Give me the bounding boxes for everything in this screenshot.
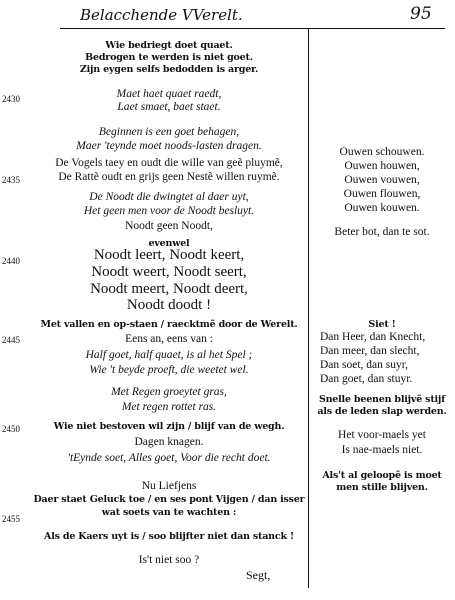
text-line: Met Regen groeytet gras, <box>111 386 227 398</box>
text-line: Noodt geen Noodt, <box>125 220 213 232</box>
text-line: Bedrogen te werden is niet goet. <box>85 52 253 63</box>
text-line: Dagen knagen. <box>134 436 204 448</box>
line-number: 2435 <box>2 175 20 185</box>
running-title: Belacchende VVerelt. <box>80 6 243 24</box>
margin-line: Dan Heer, dan Knecht, <box>320 331 426 343</box>
text-line: Is't niet soo ? <box>138 554 200 566</box>
text-line: Wie niet bestoven wil zijn / blijf van de wegh. <box>53 421 285 432</box>
line-number: 2450 <box>2 424 20 434</box>
margin-line: Dan meer, dan slecht, <box>320 345 420 357</box>
text-line: Beginnen is een goet behagen, <box>98 126 240 138</box>
margin-line: als de leden slap werden. <box>317 406 447 417</box>
text-line: evenwel <box>148 238 190 249</box>
header-rule <box>60 28 445 29</box>
text-line: Daer staet Geluck toe / en ses pont Vijgen / dan isser <box>33 494 305 505</box>
text-line: Met vallen en op-staen / raecktmẽ door de Werelt. <box>40 319 298 330</box>
text-line: Als de Kaers uyt is / soo blijfter niet dan stanck ! <box>44 531 294 542</box>
margin-line: Dan goet, dan stuyr. <box>320 373 413 385</box>
margin-line: Ouwen vouwen, <box>344 174 420 186</box>
text-line: De Rattẽ oudt en grijs geen Nestẽ willen ruymẽ. <box>58 171 280 183</box>
text-line: Maer 'teynde moet noods-lasten dragen. <box>76 140 262 152</box>
text-line: De Vogels taey en oudt die wille van geẽ pluymẽ, <box>55 157 283 169</box>
margin-line: Beter bot, dan te sot. <box>334 226 430 238</box>
catchword: Segt, <box>246 568 271 582</box>
line-number: 2440 <box>2 256 20 266</box>
margin-line: Als't al geloopẽ is moet <box>322 470 442 481</box>
text-line: Wie 't beyde proeft, die weetet wel. <box>89 364 249 376</box>
text-line: Met regen rottet ras. <box>121 401 217 413</box>
margin-line: Ouwen schouwen. <box>339 146 425 158</box>
text-line: Het geen men voor de Noodt besluyt. <box>83 205 255 217</box>
text-line: Zijn eygen selfs bedodden is arger. <box>79 64 259 75</box>
text-line: Noodt leert, Noodt keert, <box>93 247 245 263</box>
line-number: 2430 <box>2 94 20 104</box>
margin-line: Snelle beenen blijvẽ stijf <box>318 394 446 405</box>
text-line: Laet smaet, baet staet. <box>117 101 221 113</box>
text-line: 'tEynde soet, Alles goet, Voor die recht doet. <box>67 452 271 464</box>
text-line: Wie bedriegt doet quaet. <box>105 40 233 51</box>
text-line: Half goet, half quaet, is al het Spel ; <box>85 349 253 361</box>
text-line: De Noodt die dwingtet al daer uyt, <box>89 191 249 203</box>
margin-line: Dan soet, dan suyr, <box>320 359 409 371</box>
margin-line: Siet ! <box>368 319 396 330</box>
text-line: Maet haet quaet raedt, <box>116 88 222 100</box>
text-line: Eens an, eens van : <box>125 333 213 345</box>
column-divider <box>308 28 309 588</box>
text-line: Noodt weert, Noodt seert, <box>91 264 247 280</box>
margin-line: men stille blijven. <box>336 482 428 493</box>
text-line: wat soets van te wachten : <box>101 507 237 518</box>
margin-line: Ouwen houwen, <box>344 160 420 172</box>
line-number: 2445 <box>2 335 20 345</box>
margin-line: Ouwen kouwen. <box>344 202 420 214</box>
margin-line: Het voor-maels yet <box>338 429 426 441</box>
text-line: Nu Liefjens <box>141 480 197 492</box>
text-line: Noodt meert, Noodt deert, <box>90 281 248 297</box>
page-number: 95 <box>410 4 432 24</box>
margin-line: Ouwen flouwen, <box>343 188 421 200</box>
text-line: Noodt doodt ! <box>126 297 212 313</box>
margin-line: Is nae-maels niet. <box>341 444 423 456</box>
line-number: 2455 <box>2 514 20 524</box>
